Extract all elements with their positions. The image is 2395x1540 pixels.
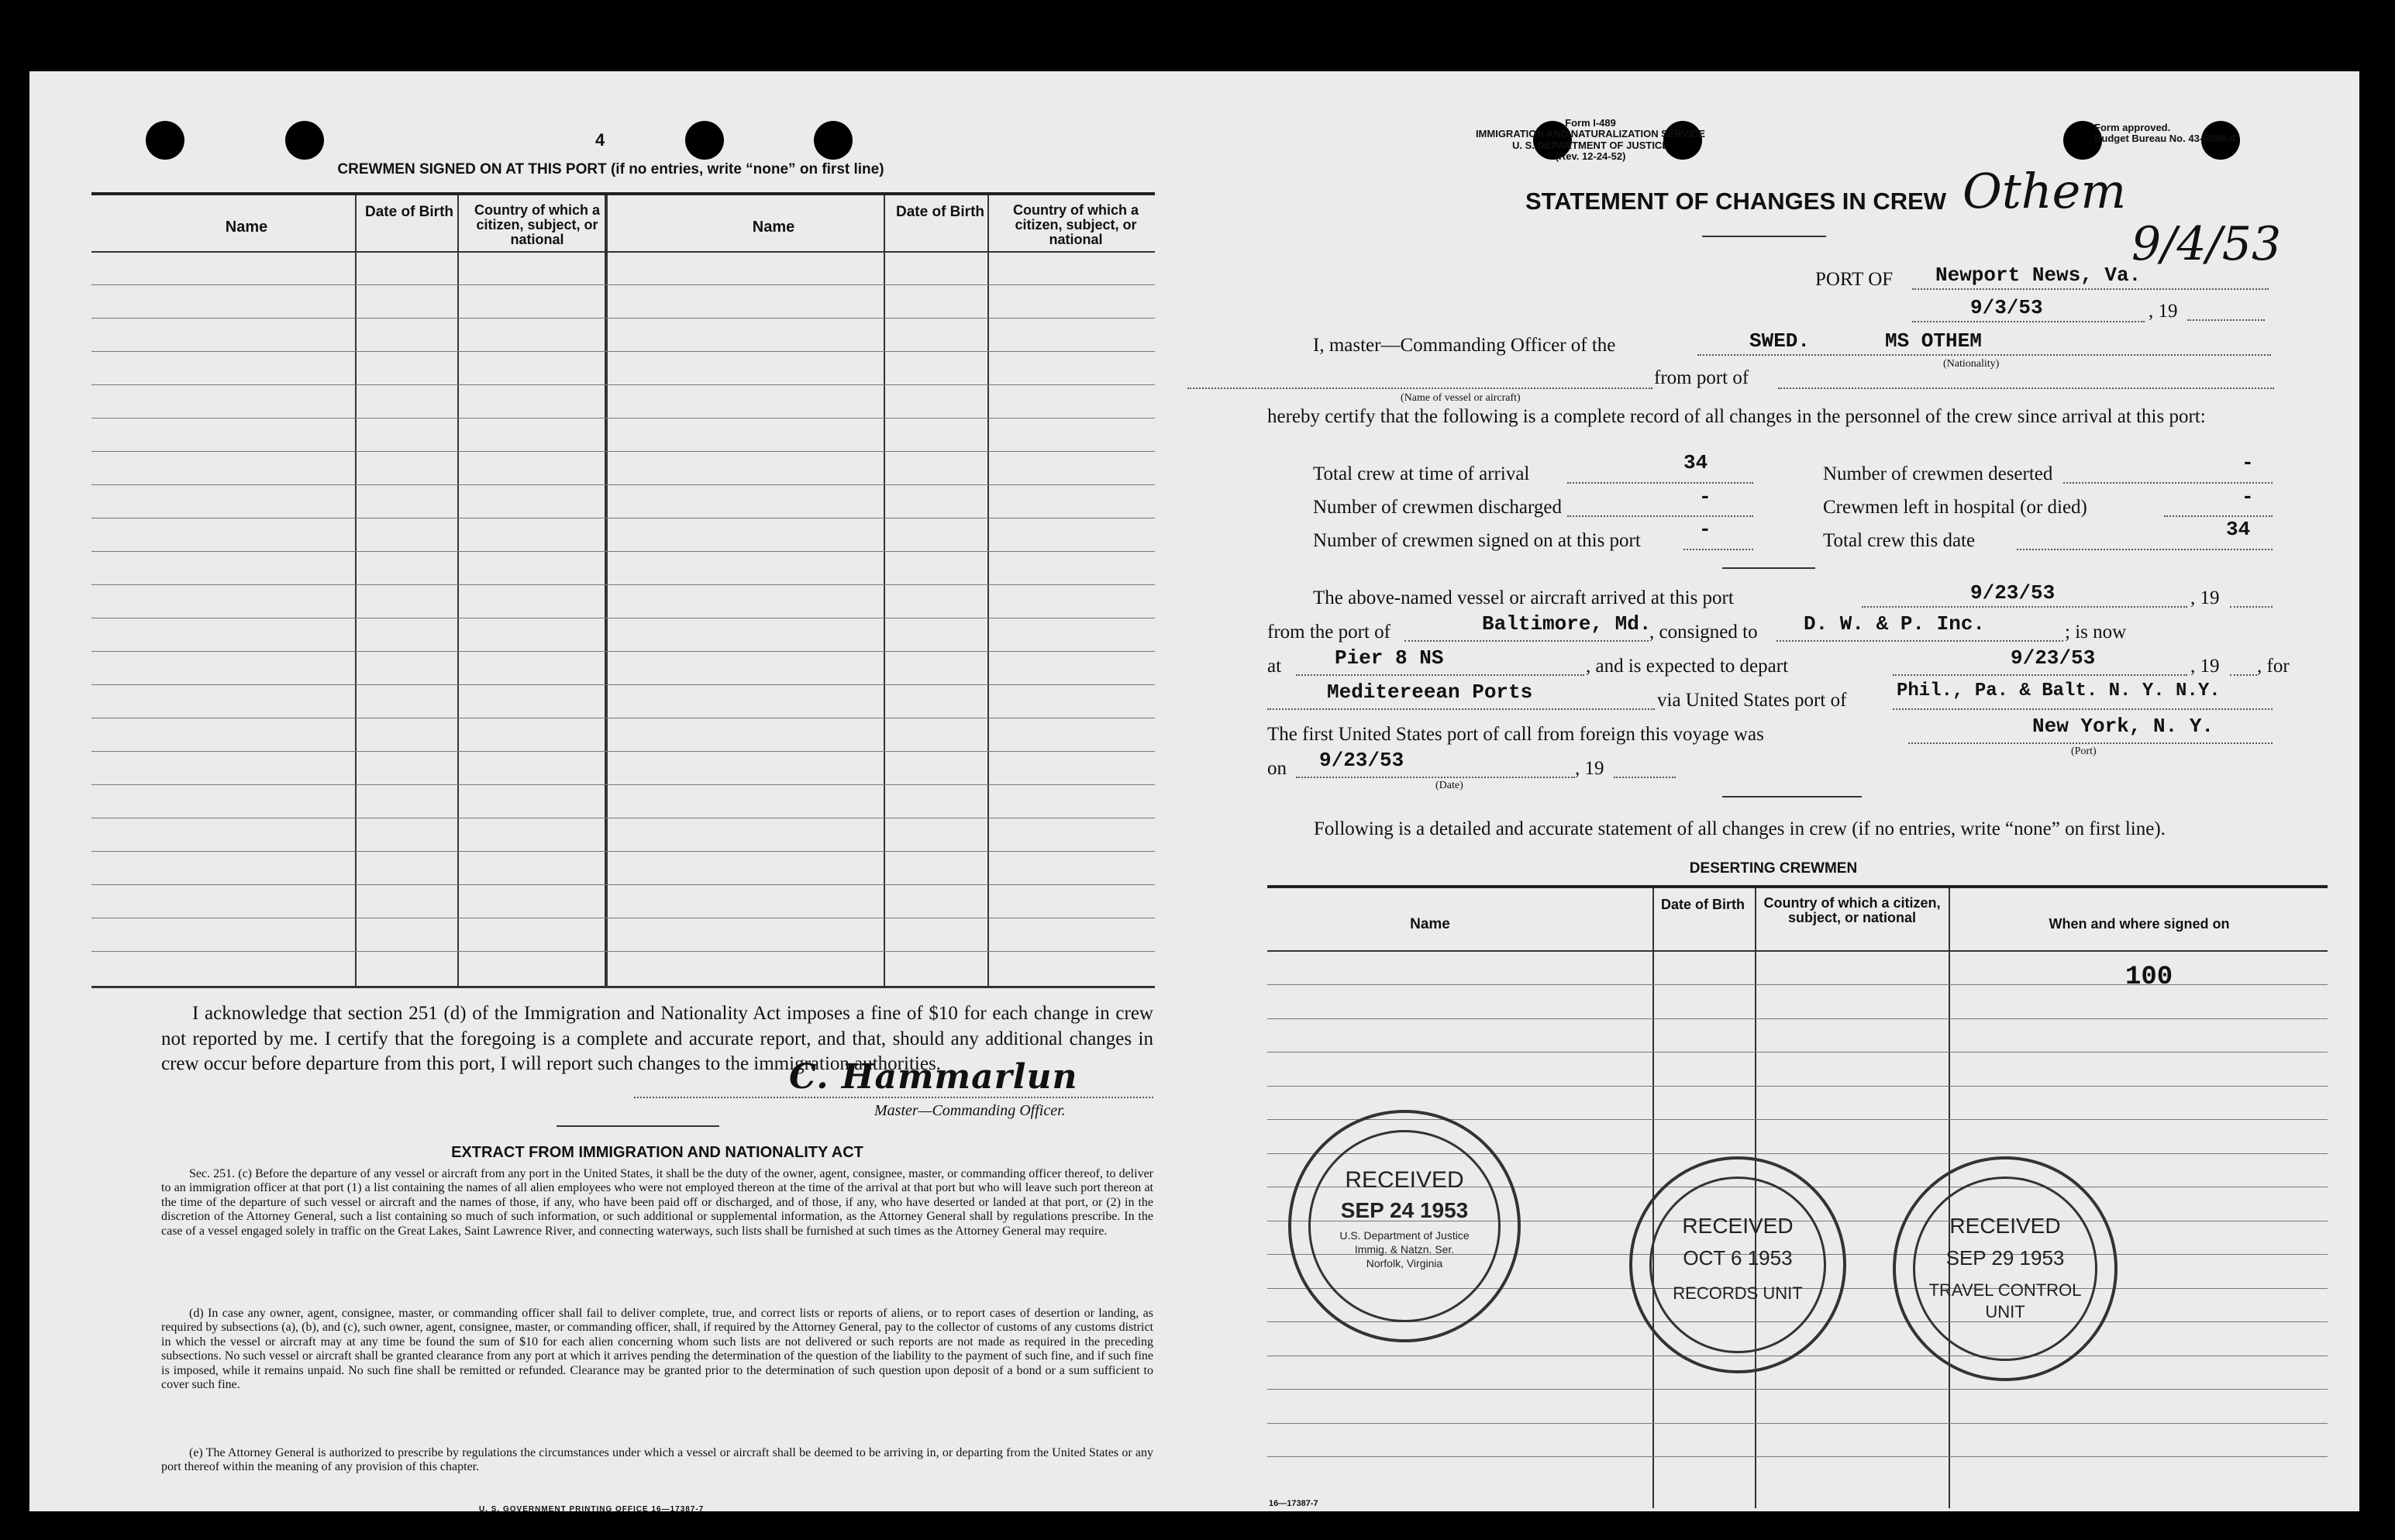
extract-section-c: Sec. 251. (c) Before the departure of any vessel or aircraft from any port in the United States, it shall be the duty of the owner, agent, consignee, master, or commanding officer thereof, to deliver to an immigration officer at that port (1) a list containing the names of all alien employees who were not employed thereon at the time of the arrival at that port but who will leave such port thereon at the time of the departure of such vessel or aircraft and the names of those, if any, who have been paid off or discharged, and of those, if any, who have deserted or landed at that port, or (2) in the discretion of the Attorney General, such a list containing so much of such information, or such additional or supplemental information, as the Attorney General shall by regulations prescribe. In the case of a vessel engaged solely in traffic on the Great Lakes, Saint Lawrence River, and connecting waterways, such lists shall be furnished at such times as the Attorney General may require. — [161, 1167, 1153, 1238]
certification-text: hereby certify that the following is a complete record of all changes in the personnel of the crew since arrival at this port: — [1267, 406, 2206, 427]
table-row-rule — [91, 884, 1155, 885]
crewmen-hospital-label: Crewmen left in hospital (or died) — [1823, 497, 2087, 518]
total-crew-arrival-label: Total crew at time of arrival — [1313, 463, 1530, 484]
crewmen-hospital-value: - — [2242, 485, 2254, 508]
handwritten-date: 9/4/53 — [2131, 217, 2282, 271]
column-header-date-of-birth: Date of Birth — [896, 204, 984, 220]
crewmen-discharged-value: - — [1699, 485, 1711, 508]
punch-hole — [285, 121, 324, 160]
punch-hole — [685, 121, 724, 160]
table-row-rule — [1267, 1456, 2328, 1457]
table-bottom-rule — [91, 986, 1155, 988]
table-row-rule — [91, 284, 1155, 285]
is-now-label: ; is now — [2065, 622, 2127, 643]
crewmen-deserted-value: - — [2242, 451, 2254, 474]
table-row-rule — [91, 584, 1155, 585]
table-row-rule — [1267, 1423, 2328, 1424]
left-page — [29, 71, 1187, 1514]
consignee-value: D. W. & P. Inc. — [1804, 612, 1986, 636]
printing-office-line: U. S. GOVERNMENT PRINTING OFFICE 16—17387-7 — [479, 1505, 705, 1514]
form-revision: (Rev. 12-24-52) — [1555, 150, 1626, 162]
right-page: Form I-489 IMMIGRATION AND NATURALIZATION SERVICE U. S. DEPARTMENT OF JUSTICE (Rev. 12-24-52) Form approved. Budget Bureau No. 43-R066.4. STATEMENT OF CHANGES IN CREW Othem 9/4/53 PORT OF Newport News, Va. 9/3/53 , 19 I, master—Commanding Officer of the SWED. MS OTHEM (Nationality) from port of (Name of vessel or aircraft) hereby certify that the following is a complete record of all changes in the personnel of the crew since arrival at this port: Total crew at time of arrival 34 Number of crewmen discharged - Number of crewmen signed on at this port - Number of crewmen deserted - Crewmen left in hospital (or died) - Total crew this date 34 The above-named vessel or aircraft arrived at this port 9/23/53 , 19 from the port of Baltimore, Md. , consigned to D. W. & P. Inc. ; is now at Pier 8 NS , and is expected to depart 9/23/53 , 19 , for Meditereean Ports via United States port of Phil., Pa. & Balt. N. Y. N.Y. The first United States port of call from foreign this voyage was New York, N. Y. (Port) on 9/23/53 (Date) , 19 Following is a detailed and accurate statement of all changes in crew (if no entries, write “none” on first line). DESERTING CREWMEN Name Date of Birth Country of which a citizen, subject, or national When and where signed on 100 RECEIVED SEP 24 1953 U.S. Department of Justice Immig. & Natzn. Ser. Norfolk, Virginia RECEIVED OCT 6 1953 RECORDS UNIT RECEIVED SEP 29 1953 TRAVEL CONTROL UNIT 16—17387-7 — [1187, 71, 2359, 1511]
for-label: , for — [2257, 656, 2290, 677]
first-port-date-value: 9/23/53 — [1319, 749, 1404, 772]
arrived-label: The above-named vessel or aircraft arrived at this port — [1313, 587, 1734, 608]
first-port-label: The first United States port of call from foreign this voyage was — [1267, 724, 1764, 745]
at-label: at — [1267, 656, 1282, 677]
form-title: STATEMENT OF CHANGES IN CREW — [1525, 188, 1947, 215]
vessel-name-value: MS OTHEM — [1885, 329, 1982, 353]
port-caption: (Port) — [2071, 746, 2097, 757]
from-port-label: from port of — [1654, 367, 1749, 388]
departure-date-value: 9/23/53 — [2011, 646, 2096, 670]
vessel-caption: (Name of vessel or aircraft) — [1401, 392, 1521, 404]
section-title: CREWMEN SIGNED ON AT THIS PORT (if no entries, write “none” on first line) — [337, 161, 884, 177]
crewmen-deserted-label: Number of crewmen deserted — [1823, 463, 2053, 484]
port-label: PORT OF — [1815, 269, 1894, 290]
following-statement: Following is a detailed and accurate statement of all changes in crew (if no entries, write “none” on first line). — [1314, 818, 2166, 839]
crewmen-signed-on-label: Number of crewmen signed on at this port — [1313, 530, 1641, 551]
deserting-table-top-rule — [1267, 885, 2328, 888]
deserting-column-name: Name — [1410, 916, 1450, 932]
table-row-rule — [1267, 1052, 2328, 1053]
deserting-column-signed-on: When and where signed on — [2049, 916, 2230, 932]
deserting-column-date-of-birth: Date of Birth — [1661, 897, 1745, 912]
from-port-value: Baltimore, Md. — [1482, 612, 1652, 636]
form-header — [1420, 118, 1761, 162]
table-row-rule — [91, 851, 1155, 852]
master-label: I, master—Commanding Officer of the — [1313, 335, 1616, 356]
via-port-value: Phil., Pa. & Balt. N. Y. N.Y. — [1897, 680, 2221, 701]
received-stamp-records-unit: RECEIVED OCT 6 1953 RECORDS UNIT — [1629, 1156, 1846, 1373]
deserting-entry-value: 100 — [2125, 963, 2173, 992]
table-row-rule — [91, 384, 1155, 385]
received-stamp-travel-control: RECEIVED SEP 29 1953 TRAVEL CONTROL UNIT — [1893, 1156, 2118, 1381]
form-number: Form I-489 — [1565, 117, 1616, 129]
table-row-rule — [91, 684, 1155, 685]
crewmen-discharged-label: Number of crewmen discharged — [1313, 497, 1562, 518]
arrival-date-value: 9/23/53 — [1970, 581, 2056, 605]
on-label: on — [1267, 758, 1287, 779]
table-row-rule — [91, 784, 1155, 785]
extract-title: EXTRACT FROM IMMIGRATION AND NATIONALITY ACT — [451, 1144, 863, 1161]
received-stamp-norfolk: RECEIVED SEP 24 1953 U.S. Department of Justice Immig. & Natzn. Ser. Norfolk, Virginia — [1288, 1110, 1521, 1342]
table-row-rule — [91, 518, 1155, 519]
total-crew-today-value: 34 — [2226, 518, 2251, 541]
table-top-rule — [91, 192, 1155, 195]
table-row-rule — [91, 418, 1155, 419]
agency-name: IMMIGRATION AND NATURALIZATION SERVICE — [1475, 128, 1706, 140]
extract-section-d: (d) In case any owner, agent, consignee, master, or commanding officer shall fail to deliver complete, true, and correct lists or reports of aliens, or to report cases of desertion or landing, as required by subsections (a), (b), and (c), such owner, agent, consignee, master, or commanding officer, shall, if required by the Attorney General, pay to the collector of customs of any customs district in which the vessel or aircraft may at any time be found the sum of $10 for each alien concerning whom such lists are not delivered or such reports are not made as required in the preceding subsections. No such vessel or aircraft shall be granted clearance from any port at which it arrives pending the determination of the question of the liability to the payment of such fine, and if such fine is imposed, while it remains unpaid. No such fine shall be remitted or refunded. Clearance may be granted prior to the determination of such question upon deposit of a bond or a sum sufficient to cover such fine. — [161, 1307, 1153, 1391]
first-port-value: New York, N. Y. — [2032, 715, 2214, 738]
column-header-date-of-birth: Date of Birth — [365, 204, 453, 220]
master-signature: C. Hammarlun — [789, 1057, 1078, 1097]
table-row-rule — [91, 551, 1155, 552]
table-row-rule — [1267, 1389, 2328, 1390]
date-caption: (Date) — [1435, 780, 1463, 791]
table-row-rule — [1267, 1086, 2328, 1087]
page-number: 4 — [595, 130, 605, 150]
total-crew-today-label: Total crew this date — [1823, 530, 1976, 551]
column-header-name: Name — [752, 219, 795, 236]
footer-code: 16—17387-7 — [1269, 1499, 1318, 1508]
via-port-label: via United States port of — [1657, 690, 1847, 711]
extract-section-e: (e) The Attorney General is authorized to prescribe by regulations the circumstances under which a vessel or aircraft shall be deemed to be arriving in, or departing from the United States or any port thereof within the meaning of any provision of this chapter. — [161, 1446, 1153, 1474]
column-header-country: Country of which a citizen, subject, or national — [1013, 202, 1139, 247]
total-crew-arrival-value: 34 — [1683, 451, 1708, 474]
table-header-rule — [91, 251, 1155, 253]
deserting-crewmen-title: DESERTING CREWMEN — [1689, 860, 1858, 877]
table-row-rule — [91, 484, 1155, 485]
crewmen-signed-on-value: - — [1699, 518, 1711, 541]
signature-caption: Master—Commanding Officer. — [874, 1102, 1066, 1119]
deserting-column-country: Country of which a citizen, subject, or national — [1763, 895, 1941, 925]
expected-depart-label: , and is expected to depart — [1586, 656, 1789, 677]
table-row-rule — [91, 318, 1155, 319]
berth-value: Pier 8 NS — [1335, 646, 1444, 670]
handwritten-vessel-name: Othem — [1963, 163, 2127, 219]
destination-value: Meditereean Ports — [1327, 680, 1533, 704]
table-row-rule — [1267, 1018, 2328, 1019]
approval-note: Form approved. Budget Bureau No. 43-R066.4. — [2094, 122, 2238, 145]
column-header-country: Country of which a citizen, subject, or national — [474, 202, 600, 247]
table-row-rule — [91, 351, 1155, 352]
department-name: U. S. DEPARTMENT OF JUSTICE — [1512, 139, 1669, 151]
punch-hole — [146, 121, 184, 160]
table-row-rule — [91, 451, 1155, 452]
table-row-rule — [91, 751, 1155, 752]
nationality-value: SWED. — [1749, 329, 1811, 353]
nationality-caption: (Nationality) — [1943, 358, 2000, 370]
table-row-rule — [91, 951, 1155, 952]
table-row-rule — [91, 651, 1155, 652]
acknowledgement-text: I acknowledge that section 251 (d) of the Immigration and Nationality Act imposes a fine of $10 for each change in crew not reported by me. I certify that the foregoing is a complete and accurate report, and that, should any additional changes in crew occur before departure from this port, I will report such changes to the immigration authorities. — [161, 1003, 1153, 1074]
report-date-value: 9/3/53 — [1970, 296, 2043, 319]
consigned-label: , consigned to — [1649, 622, 1758, 643]
year-label: , 19 — [2149, 301, 2178, 322]
column-header-name: Name — [225, 219, 268, 236]
punch-hole — [814, 121, 853, 160]
from-port-of-label: from the port of — [1267, 622, 1390, 643]
port-value: Newport News, Va. — [1935, 264, 2142, 287]
